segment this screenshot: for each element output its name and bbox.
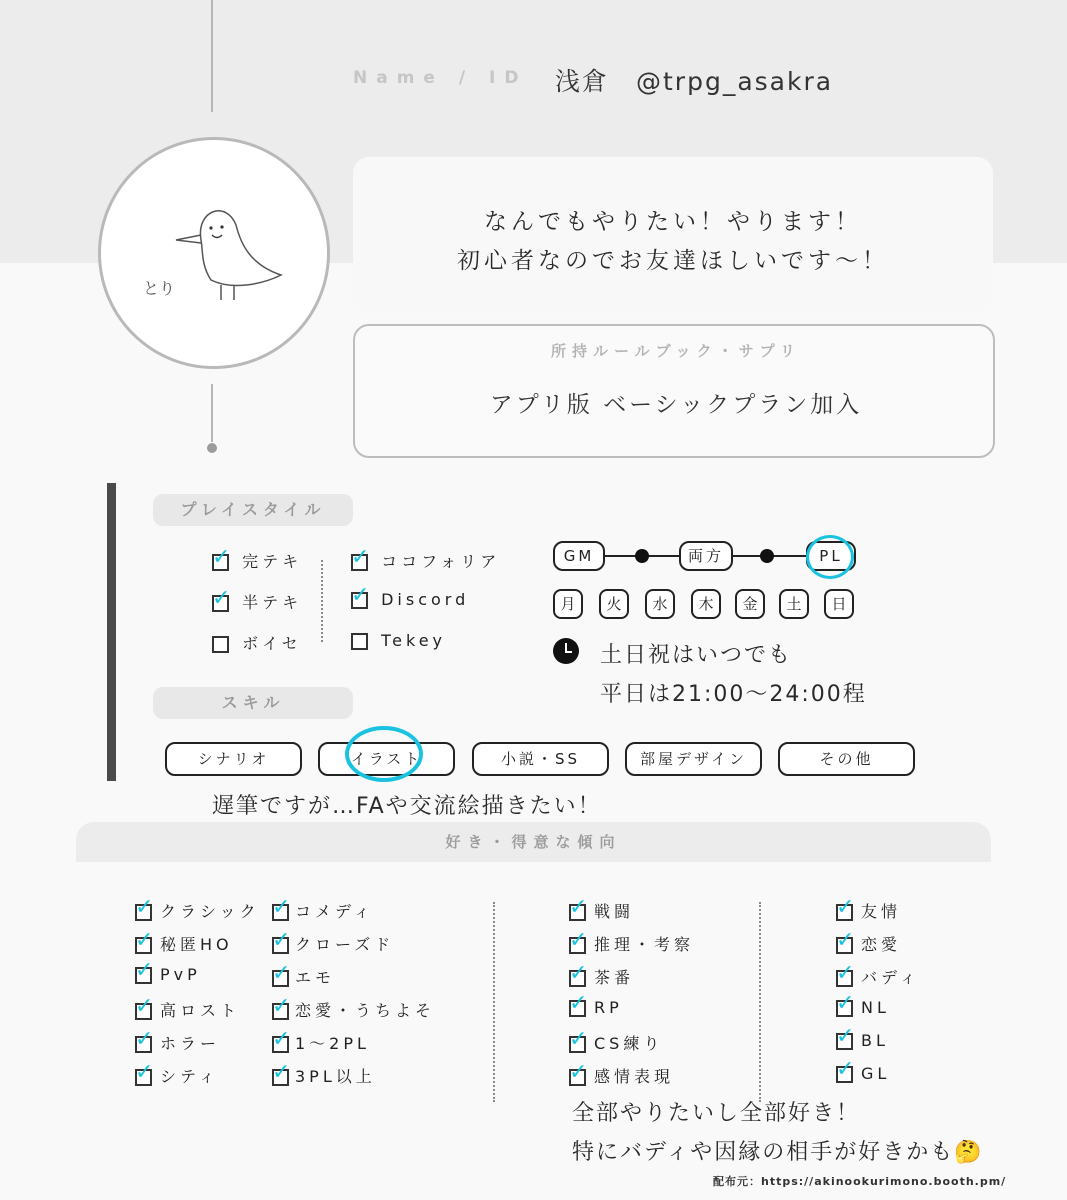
top-connector-line	[211, 0, 213, 112]
skill-room-design[interactable]: 部屋デザイン	[625, 742, 762, 776]
check-mark-icon: ✓	[272, 928, 291, 953]
credit-text: 配布元：https://akinookurimono.booth.pm/	[713, 1175, 1007, 1188]
checkbox[interactable]	[272, 895, 291, 921]
pref-item[interactable]	[135, 928, 260, 965]
playstyle-item[interactable]	[212, 631, 302, 672]
check-mark-icon: ✓	[836, 1057, 855, 1082]
playstyle-right-list	[351, 545, 501, 672]
playstyle-label: 完テキ	[242, 552, 303, 571]
pref-label: 茶番	[594, 968, 635, 987]
check-mark-icon: ✓	[135, 994, 154, 1019]
checkbox[interactable]	[272, 994, 291, 1020]
check-mark-icon: ✓	[836, 895, 855, 920]
intro-bubble	[353, 157, 993, 312]
section-accent-bar	[107, 483, 116, 781]
pref-item[interactable]	[569, 895, 694, 932]
pref-label: CS練り	[594, 1034, 664, 1053]
check-mark-icon: ✓	[272, 895, 291, 920]
both-option[interactable]: 両方	[679, 541, 733, 571]
check-mark-icon: ✓	[212, 586, 231, 611]
check-mark-icon: ✓	[135, 895, 154, 920]
check-mark-icon: ✓	[272, 1060, 291, 1085]
pref-label: 感情表現	[594, 1067, 675, 1086]
pref-label: シティ	[160, 1067, 219, 1086]
pref-item[interactable]	[569, 991, 694, 1031]
checkbox[interactable]	[135, 1027, 154, 1053]
day-thu[interactable]: 木	[691, 589, 721, 619]
checkbox[interactable]	[836, 1057, 855, 1083]
avatar	[98, 137, 330, 369]
pref-col-3	[569, 895, 695, 1097]
checkbox[interactable]	[836, 928, 855, 954]
pref-label: BL	[861, 1031, 889, 1050]
scale-dot	[760, 549, 774, 563]
pref-label: 友情	[861, 902, 902, 921]
checkbox[interactable]	[569, 1027, 588, 1053]
pref-col-2	[272, 895, 436, 1097]
playstyle-label: Discord	[381, 590, 470, 609]
skills-note: 遅筆ですが…FAや交流絵描きたい！	[212, 794, 602, 819]
checkbox[interactable]	[836, 991, 855, 1017]
pl-selected-circle	[806, 535, 854, 579]
check-mark-icon: ✓	[569, 928, 588, 953]
pref-label: 恋愛・うちよそ	[295, 1001, 436, 1020]
check-mark-icon: ✓	[351, 545, 370, 570]
playstyle-item[interactable]	[212, 586, 303, 631]
playstyle-item[interactable]	[212, 545, 303, 590]
pref-item[interactable]	[272, 1060, 435, 1097]
bird-doodle-icon	[101, 140, 327, 366]
check-mark-icon: ✓	[135, 1060, 154, 1085]
pref-item[interactable]	[272, 928, 435, 965]
playstyle-item[interactable]	[351, 545, 501, 590]
check-mark-icon: ✓	[135, 958, 154, 983]
pref-item[interactable]	[569, 961, 694, 998]
pref-label: クローズド	[295, 935, 395, 954]
check-mark-icon: ✓	[351, 583, 370, 608]
pref-label: ホラー	[160, 1034, 221, 1053]
skill-illust[interactable]: イラスト	[318, 742, 455, 776]
playstyle-divider	[321, 560, 323, 642]
check-mark-icon: ✓	[135, 1027, 154, 1052]
pref-label: 戦闘	[594, 902, 635, 921]
pref-label: PvP	[160, 965, 201, 984]
pref-label: 推理・考察	[594, 935, 695, 954]
pref-label: エモ	[295, 968, 336, 987]
checkbox[interactable]	[212, 636, 229, 653]
day-sat[interactable]: 土	[779, 589, 809, 619]
pref-item[interactable]	[272, 895, 435, 932]
checkbox[interactable]	[569, 928, 588, 954]
checkbox[interactable]	[135, 1060, 154, 1086]
pref-item[interactable]	[135, 895, 260, 932]
rulebook-box	[353, 324, 995, 458]
pref-item[interactable]	[569, 1060, 694, 1097]
rulebook-label: 所持ルールブック・サプリ	[550, 342, 802, 360]
check-mark-icon: ✓	[569, 961, 588, 986]
checkbox[interactable]	[272, 928, 291, 954]
skill-novel[interactable]: 小説・SS	[472, 742, 609, 776]
pref-label: 3PL以上	[295, 1067, 376, 1086]
playstyle-label: ボイセ	[242, 634, 302, 653]
check-mark-icon: ✓	[836, 991, 855, 1016]
check-mark-icon: ✓	[272, 961, 291, 986]
checkbox[interactable]	[212, 545, 231, 571]
checkbox[interactable]	[836, 1024, 855, 1050]
playstyle-left-list	[212, 545, 303, 672]
checkbox[interactable]	[836, 961, 855, 987]
checkbox[interactable]	[272, 1027, 291, 1053]
pref-divider-1	[493, 902, 495, 1102]
check-mark-icon: ✓	[135, 928, 154, 953]
schedule-line-2: 平日は21:00～24:00程	[600, 682, 867, 707]
day-tue[interactable]: 火	[599, 589, 629, 619]
playstyle-item[interactable]	[351, 583, 500, 631]
pref-item[interactable]	[272, 961, 435, 998]
pref-item[interactable]	[836, 1057, 920, 1097]
checkbox[interactable]	[569, 991, 588, 1017]
pref-label: コメディ	[295, 902, 374, 921]
pref-item[interactable]	[135, 958, 260, 998]
check-mark-icon: ✓	[836, 928, 855, 953]
check-mark-icon: ✓	[836, 961, 855, 986]
pref-label: GL	[861, 1064, 891, 1083]
checkbox[interactable]	[135, 994, 154, 1020]
pl-option[interactable]: PL	[806, 541, 856, 571]
checkbox[interactable]	[351, 545, 370, 571]
checkbox[interactable]	[569, 1060, 588, 1086]
check-mark-icon: ✓	[272, 1027, 291, 1052]
avatar-caption: とり	[143, 279, 176, 298]
bottom-connector-line	[211, 384, 213, 442]
clock-icon	[552, 637, 580, 665]
playstyle-label: Tekey	[381, 631, 446, 650]
pref-item[interactable]	[135, 1060, 260, 1097]
checkbox[interactable]	[351, 633, 368, 650]
pref-item[interactable]	[135, 994, 260, 1031]
pref-label: RP	[594, 998, 623, 1017]
pref-item[interactable]	[569, 928, 695, 965]
name-id-label: Name / ID	[353, 68, 528, 88]
checkbox[interactable]	[135, 928, 154, 954]
check-mark-icon: ✓	[836, 1024, 855, 1049]
pref-item[interactable]	[272, 1027, 435, 1064]
checkbox[interactable]	[836, 895, 855, 921]
scale-dot	[635, 549, 649, 563]
playstyle-label: 半テキ	[242, 593, 303, 612]
check-mark-icon: ✓	[569, 991, 588, 1016]
playstyle-title: プレイスタイル	[153, 494, 353, 526]
pref-item[interactable]	[135, 1027, 260, 1064]
checkbox[interactable]	[135, 958, 154, 984]
pref-label: 高ロスト	[160, 1001, 241, 1020]
check-mark-icon: ✓	[569, 895, 588, 920]
checkbox[interactable]	[272, 1060, 291, 1086]
preferences-title: 好き・得意な傾向	[76, 822, 991, 862]
pref-label: 恋愛	[861, 935, 902, 954]
check-mark-icon: ✓	[569, 1027, 588, 1052]
day-wed[interactable]: 水	[645, 589, 675, 619]
check-mark-icon: ✓	[212, 545, 231, 570]
checkbox[interactable]	[569, 895, 588, 921]
checkbox[interactable]	[135, 895, 154, 921]
day-mon[interactable]: 月	[553, 589, 583, 619]
intro-line-2: 初心者なのでお友達ほしいです～！	[457, 248, 889, 274]
pref-label: クラシック	[160, 902, 260, 921]
preferences-note-2: 特にバディや因縁の相手が好きかも🤔	[572, 1140, 984, 1165]
schedule-line-1: 土日祝はいつでも	[600, 643, 793, 668]
day-fri[interactable]: 金	[735, 589, 765, 619]
skill-other[interactable]: その他	[778, 742, 915, 776]
pref-label: バディ	[861, 968, 920, 987]
playstyle-item[interactable]	[351, 631, 500, 672]
connector-dot	[207, 443, 217, 453]
checkbox[interactable]	[272, 961, 291, 987]
pref-divider-2	[759, 902, 761, 1102]
skill-selected-circle	[345, 726, 423, 782]
pref-item[interactable]	[272, 994, 436, 1031]
pref-label: NL	[861, 998, 890, 1017]
rulebook-value: アプリ版 ベーシックプラン加入	[489, 392, 863, 418]
checkbox[interactable]	[212, 586, 231, 612]
name-id-value: 浅倉 @trpg_asakra	[555, 67, 834, 96]
pref-col-4	[836, 895, 920, 1097]
check-mark-icon: ✓	[569, 1060, 588, 1085]
day-sun[interactable]: 日	[824, 589, 854, 619]
skills-title: スキル	[153, 687, 353, 719]
preferences-note-1: 全部やりたいし全部好き！	[572, 1101, 861, 1126]
gm-option[interactable]: GM	[553, 541, 605, 571]
pref-label: 秘匿HO	[160, 935, 233, 954]
pref-item[interactable]	[569, 1027, 694, 1064]
checkbox[interactable]	[569, 961, 588, 987]
pref-label: 1～2PL	[295, 1034, 370, 1053]
skill-scenario[interactable]: シナリオ	[165, 742, 302, 776]
check-mark-icon: ✓	[272, 994, 291, 1019]
playstyle-label: ココフォリア	[381, 552, 501, 571]
pref-col-1	[135, 895, 260, 1097]
checkbox[interactable]	[351, 583, 370, 609]
intro-line-1: なんでもやりたい！やります！	[484, 209, 862, 235]
